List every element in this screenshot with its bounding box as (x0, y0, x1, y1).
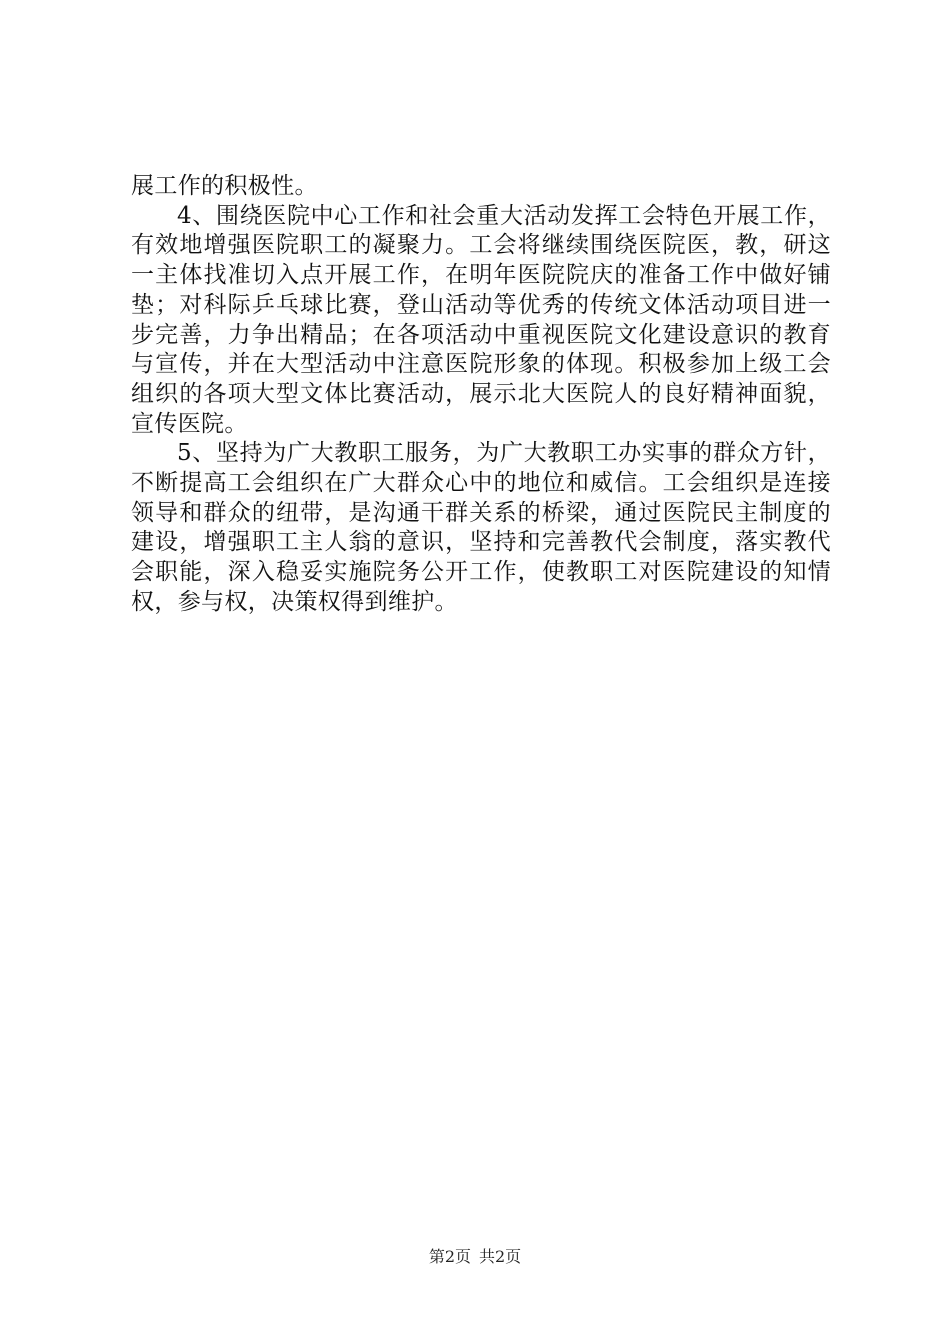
document-body (131, 172, 831, 618)
paragraph-continuation: 展工作的积极性。 (131, 173, 318, 199)
paragraph-item-4: 4、围绕医院中心工作和社会重大活动发挥工会特色开展工作，有效地增强医院职工的凝聚力。工会将继续围绕医院医，教，研这一主体找准切入点开展工作，在明年医院院庆的准备工作中做好铺垫；对科际乒乓球比赛，登山活动等优秀的传统文体活动项目进一步完善，力争出精品；在各项活动中重视医院文化建设意识的教育与宣传，并在大型活动中注意医院形象的体现。积极参加上级工会组织的各项大型文体比赛活动，展示北大医院人的良好精神面貌，宣传医院。 (131, 202, 831, 437)
page-number-current: 第2页 (428, 1247, 471, 1266)
page-footer (0, 1244, 950, 1267)
page-number-total: 共2页 (479, 1247, 522, 1266)
paragraph-item-5: 5、坚持为广大教职工服务，为广大教职工办实事的群众方针，不断提高工会组织在广大群众心中的地位和威信。工会组织是连接领导和群众的纽带，是沟通干群关系的桥梁，通过医院民主制度的建设，增强职工主人翁的意识，坚持和完善教代会制度，落实教代会职能，深入稳妥实施院务公开工作，使教职工对医院建设的知情权，参与权，决策权得到维护。 (131, 440, 831, 615)
